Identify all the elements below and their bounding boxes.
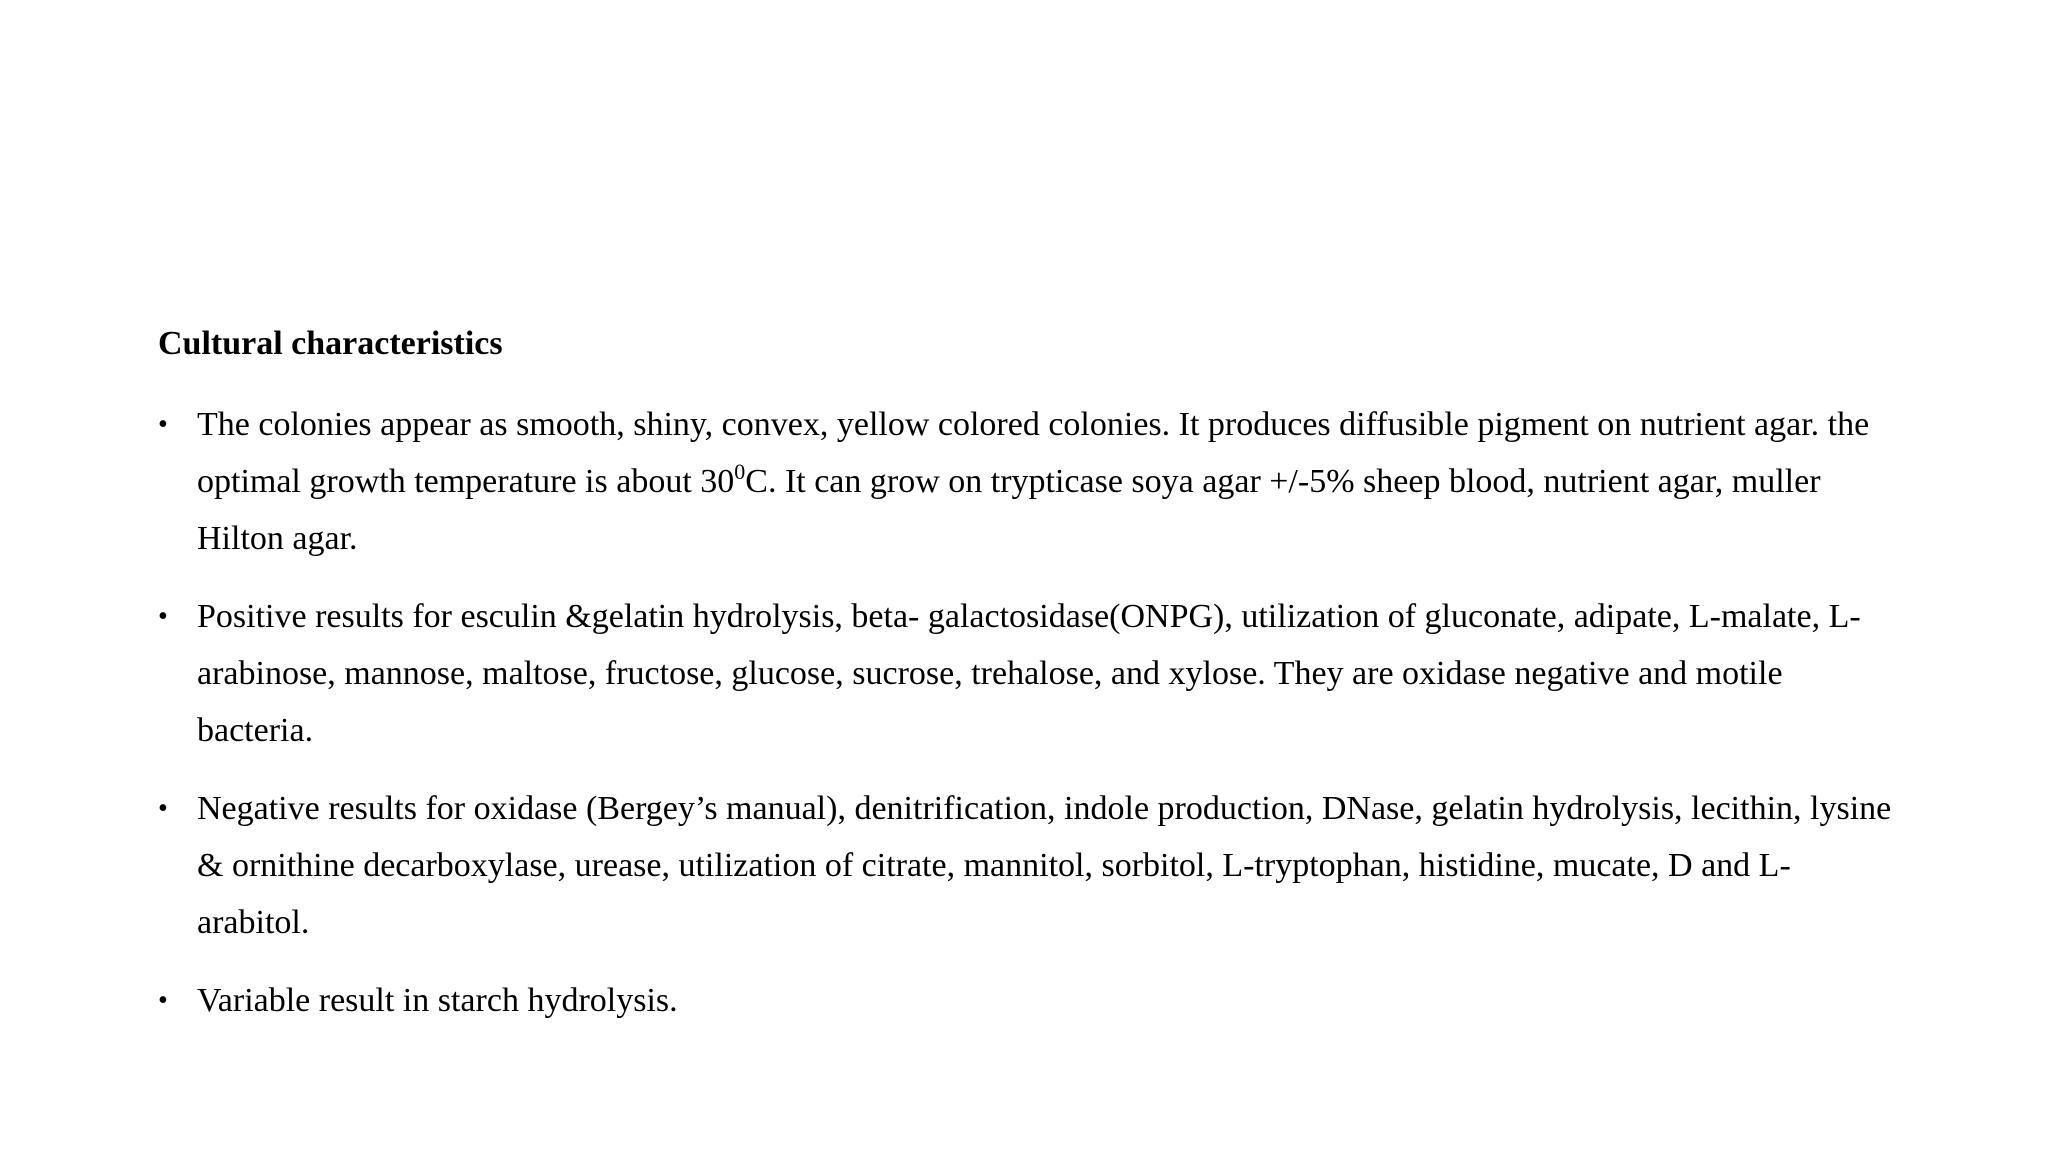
bullet-icon: • xyxy=(158,985,168,1016)
bullet-item xyxy=(158,588,1898,759)
bullet-item xyxy=(158,780,1898,951)
bullet-item xyxy=(158,396,1898,567)
bullet-text: Variable result in starch hydrolysis. xyxy=(197,982,678,1019)
bullet-item xyxy=(158,972,1898,1029)
bullet-text: Negative results for oxidase (Bergey’s manual), denitrification, indole production, DNase, gelatin hydrolysis, lecithin, lysine & ornithine decarboxylase, urease, utilization of citrate, mannitol, sorbitol, L-tryptophan, histidine, mucate, D and L- arabitol. xyxy=(197,790,1892,941)
bullet-icon: • xyxy=(158,601,168,632)
bullet-list xyxy=(158,396,1898,1029)
bullet-text: Positive results for esculin &gelatin hydrolysis, beta- galactosidase(ONPG), utilization of gluconate, adipate, L-malate, L-arabinose, mannose, maltose, fructose, glucose, sucrose, trehalose, and xylose. They are oxidase negative and motile bacteria. xyxy=(197,598,1861,749)
slide-content xyxy=(158,322,1898,1029)
superscript: 0 xyxy=(734,459,746,484)
bullet-icon: • xyxy=(158,409,168,440)
section-heading: Cultural characteristics xyxy=(158,325,503,362)
bullet-text: The colonies appear as smooth, shiny, convex, yellow colored colonies. It produces diffusible pigment on nutrient agar. the optimal growth temperature is about $30^0C$. It can grow on trypticase soya agar +/-5% sheep blood, nutrient agar, muller Hilton agar. xyxy=(197,406,1870,557)
bullet-icon: • xyxy=(158,793,168,824)
